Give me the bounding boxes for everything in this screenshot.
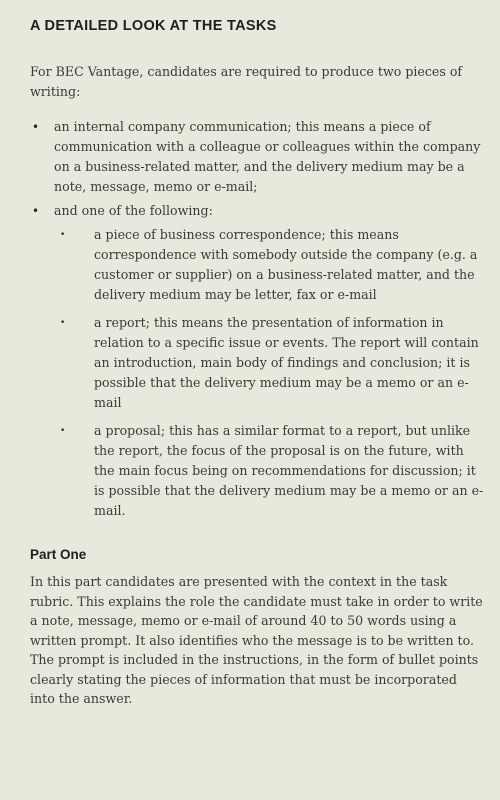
bullet-icon: •: [60, 318, 66, 328]
sub-list-item-text: a piece of business correspondence; this means correspondence with somebody outside the company (e.g. a customer or supplier) on a business-related matter, and the delivery medium may be letter, fax or e-mail: [94, 227, 478, 302]
sub-list-item-text: a report; this means the presentation of information in relation to a specific issue or events. The report will contain an introduction, main body of findings and conclusion; it is possible that the delivery medium may be a memo or an e-mail: [94, 315, 479, 410]
sub-list-item: [54, 421, 484, 521]
bullet-icon: •: [60, 230, 66, 240]
list-item: [30, 117, 484, 197]
sub-task-list: [54, 225, 484, 521]
bullet-icon: •: [32, 204, 40, 218]
bullet-icon: •: [60, 426, 66, 436]
intro-paragraph: For BEC Vantage, candidates are required to produce two pieces of writing:: [30, 64, 463, 99]
sub-list-item-text: a proposal; this has a similar format to a report, but unlike the report, the focus of the proposal is on the future, with the main focus being on recommendations for discussion; it is possible that the delivery medium may be a memo or an e-mail.: [94, 423, 484, 518]
list-item: [30, 201, 484, 521]
part-one-heading: Part One: [30, 547, 87, 562]
section-heading: A DETAILED LOOK AT THE TASKS: [30, 18, 277, 34]
part-one-paragraph: In this part candidates are presented with the context in the task rubric. This explains the role the candidate must take in order to write a note, message, memo or e-mail of around 40 to 50 words using a written prompt. It also identifies who the message is to be written to. The prompt is included in the instructions, in the form of bullet points clearly stating the pieces of information that must be incorporated into the answer.: [30, 574, 483, 706]
task-list: [30, 117, 484, 521]
list-item-text: an internal company communication; this means a piece of communication with a colleague or colleagues within the company on a business-related matter, and the delivery medium may be a note, message, memo or e-mail;: [54, 119, 481, 194]
list-item-text: and one of the following:: [54, 203, 213, 218]
sub-list-item: [54, 225, 484, 305]
bullet-icon: •: [32, 120, 40, 134]
sub-list-item: [54, 313, 484, 413]
